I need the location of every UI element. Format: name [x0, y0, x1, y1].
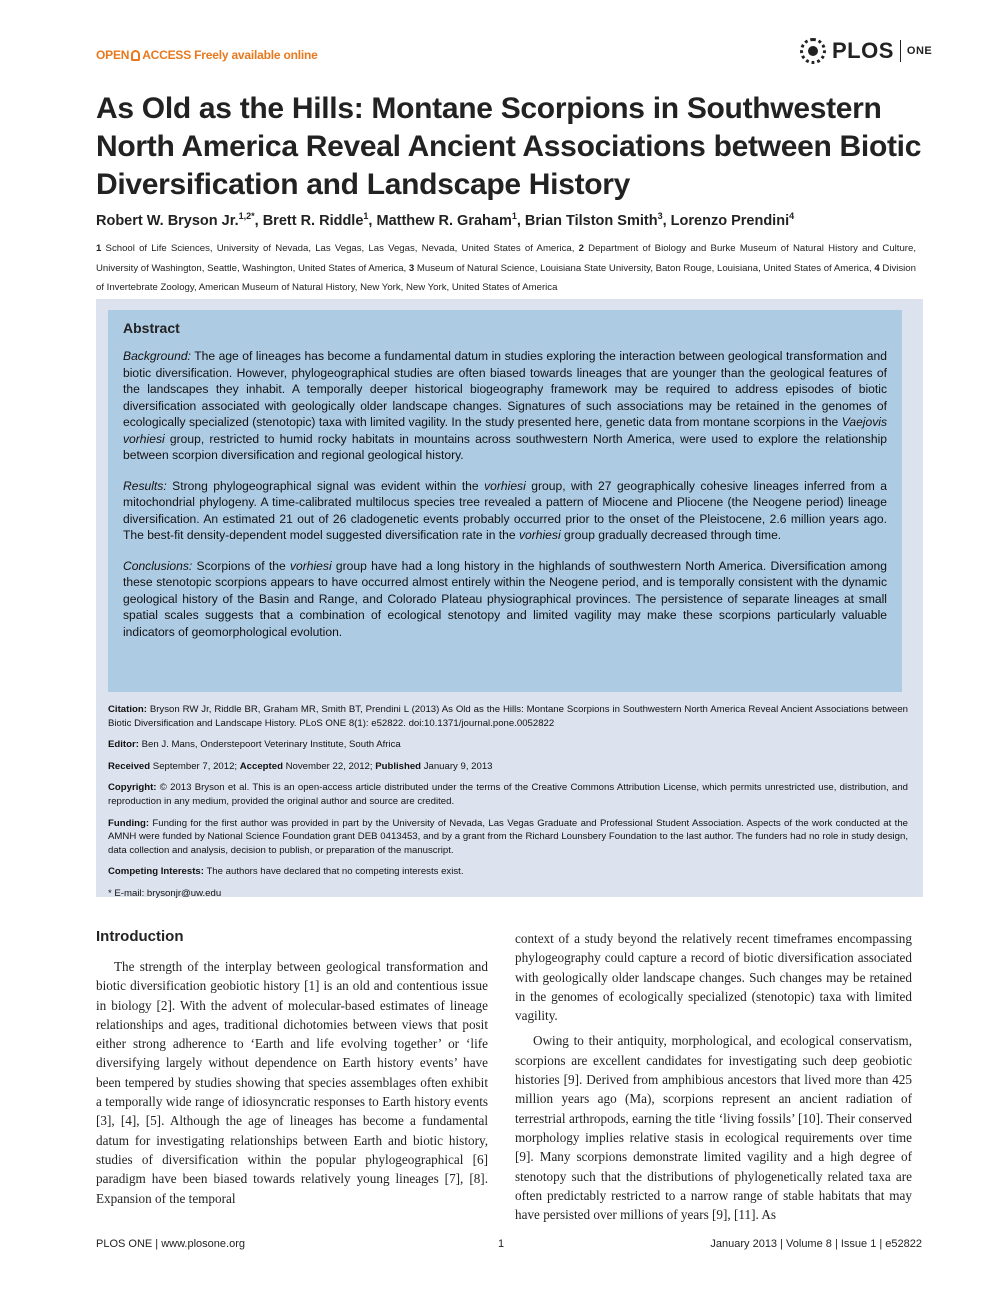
article-metadata: [108, 703, 908, 909]
abstract-heading: Abstract: [123, 320, 180, 336]
dates: Received September 7, 2012; Accepted November 22, 2012; Published January 9, 2013: [108, 760, 493, 772]
competing-interests: Competing Interests: The authors have declared that no competing interests exist.: [108, 866, 464, 878]
author: Robert W. Bryson Jr.$^{1,2*}$,: [96, 211, 263, 229]
affiliations: 1 School of Life Sciences, University of Nevada, Las Vegas, Las Vegas, Nevada, United States of America, 2 Department of Biology and Burke Museum of Natural History and Culture, University of Washington, Seattle, Washington, United States of America, 3 Museum of Natural Science, Louisiana State University, Baton Rouge, Louisiana, United States of America, 4 Division of Invertebrate Zoology, American Museum of Natural History, New York, New York, United States of America: [96, 243, 916, 293]
plos-logo-icon: [800, 38, 826, 64]
body-paragraph: Owing to their antiquity, morphological, and ecological conservatism, scorpions are excellent candidates for investigating such deep geobiotic histories [9]. Derived from amphibious ancestors that lived more than 425 million years ago (Ma), scorpions represent an ancient radiation of terrestrial arthropods, earning the title ‘living fossils’ [10]. Their conserved morphology implies relative stasis in ecological requirements over time [9]. Many scorpions demonstrate limited vagility and a high degree of stenotopy such that the distributions of phylogenetically related taxa are often predictably restricted to a narrow range of stable habitats that may have persisted over millions of years [9], [11]. As: [515, 1033, 912, 1223]
corresponding-email: * E-mail: brysonjr@uw.edu: [108, 887, 222, 899]
logo-text: PLOS: [832, 38, 894, 63]
logo-journal: ONE: [906, 45, 933, 57]
author: Lorenzo Prendini$^4$: [670, 211, 795, 229]
section-heading-introduction: Introduction: [96, 928, 184, 945]
body-paragraph: context of a study beyond the relatively recent timeframes encompassing phylogeography could capture a record of biotic diversification associated with geologically older landscape changes. Such changes may be retained in the genomes of ecologically specialized (stenotopic) taxa with limited vagility.: [515, 931, 912, 1024]
article-title: As Old as the Hills: Montane Scorpions in Southwestern North America Reveal Ancient Associations between Biotic Diversification and Landscape History: [96, 92, 922, 201]
open-lock-icon: [131, 50, 140, 61]
footer-page-number: 1: [498, 1238, 505, 1250]
open-access-label-post: ACCESS Freely available online: [142, 48, 318, 62]
author: Brett R. Riddle$^1$,: [262, 211, 377, 229]
abstract-conclusions: Conclusions: Scorpions of the vorhiesi group have had a long history in the highlands of southwestern North America. Diversification among these stenotopic scorpions appears to have occurred almost entirely within the Neogene period, and is temporally consistent with the dynamic geological history of the Basin and Range, and Colorado Plateau physiographical provinces. The persistence of separate lineages at small spatial scales suggests that a combination of ecological stenotopy and limited vagility may make these scorpions particularly valuable indicators of geomorphological evolution.: [123, 558, 887, 639]
citation: Citation: Bryson RW Jr, Riddle BR, Graham MR, Smith BT, Prendini L (2013) As Old as the Hills: Montane Scorpions in Southwestern North America Reveal Ancient Associations between Biotic Diversification and Landscape History. PLoS ONE 8(1): e52822. doi:10.1371/journal.pone.0052822: [108, 704, 908, 729]
footer-issue: January 2013 | Volume 8 | Issue 1 | e52822: [710, 1238, 922, 1250]
open-access-banner: [96, 48, 318, 62]
abstract-results: Results: Strong phylogeographical signal was evident within the vorhiesi group, with 27 geographically cohesive lineages inferred from a mitochondrial phylogeny. A time-calibrated multilocus species tree revealed a pattern of Miocene and Pliocene (the Neogene period) lineage diversification. An estimated 21 out of 26 cladogenetic events probably occurred prior to the onset of the Pleistocene, 2.6 million years ago. The best-fit density-dependent model suggested diversification rate in the vorhiesi group gradually decreased through time.: [123, 478, 887, 542]
logo-divider: [900, 40, 901, 62]
body-column-left: [96, 957, 488, 1214]
author: Matthew R. Graham$^1$,: [376, 211, 525, 229]
funding: Funding: Funding for the first author was provided in part by the University of Nevada, Las Vegas Graduate and Professional Student Association. Aspects of the work conducted at the AMNH were funded by National Science Foundation grant DEB 0413453, and by a grant from the Richard Lounsbery Foundation to the last author. The funders had no role in study design, data collection and analysis, decision to publish, or preparation of the manuscript.: [108, 817, 908, 856]
editor: Editor: Ben J. Mans, Onderstepoort Veterinary Institute, South Africa: [108, 739, 401, 751]
journal-logo: [800, 38, 932, 64]
open-access-label-pre: OPEN: [96, 48, 130, 62]
author-list: [96, 211, 936, 229]
author: Brian Tilston Smith$^3$,: [524, 211, 671, 229]
footer-journal: PLOS ONE | www.plosone.org: [96, 1238, 245, 1250]
abstract-background: Background: The age of lineages has become a fundamental datum in studies exploring the interaction between geological transformation and biotic diversification. However, phylogeographical studies are often biased towards lineages that are younger than the geological features of the landscapes they inhabit. A temporally deeper historical biogeography framework may be required to address episodes of biotic diversification associated with geologically older landscape changes. Signatures of such associations may be retained in the genomes of ecologically specialized (stenotopic) taxa with limited vagility. In the study presented here, genetic data from montane scorpions in the Vaejovis vorhiesi group, restricted to humid rocky habitats in mountains across southwestern North America, were used to explore the relationship between scorpion diversification and regional geological history.: [123, 349, 887, 462]
copyright: Copyright: © 2013 Bryson et al. This is an open-access article distributed under the terms of the Creative Commons Attribution License, which permits unrestricted use, distribution, and reproduction in any medium, provided the original author and source are credited.: [108, 782, 908, 807]
body-column-right: [515, 929, 912, 1230]
body-paragraph: The strength of the interplay between geological transformation and biotic diversification geobiotic history [1] is an old and contentious issue in biology [2]. With the advent of molecular-based estimates of lineage relationships and ages, traditional dichotomies between views that posit either strong adherence to ‘Earth and life evolving together’ or ‘life diversifying largely without dependence on Earth history events’ have been tempered by studies showing that species assemblages often exhibit a temporally wide range of idiosyncratic responses to Earth history events [3], [4], [5]. Although the age of lineages has become a fundamental datum for investigating relationships between Earth and biotic history, studies of diversification within the popular phylogeographical [6] paradigm have been biased towards relatively young lineages [7], [8]. Expansion of the temporal: [96, 959, 488, 1206]
abstract: [108, 310, 902, 692]
